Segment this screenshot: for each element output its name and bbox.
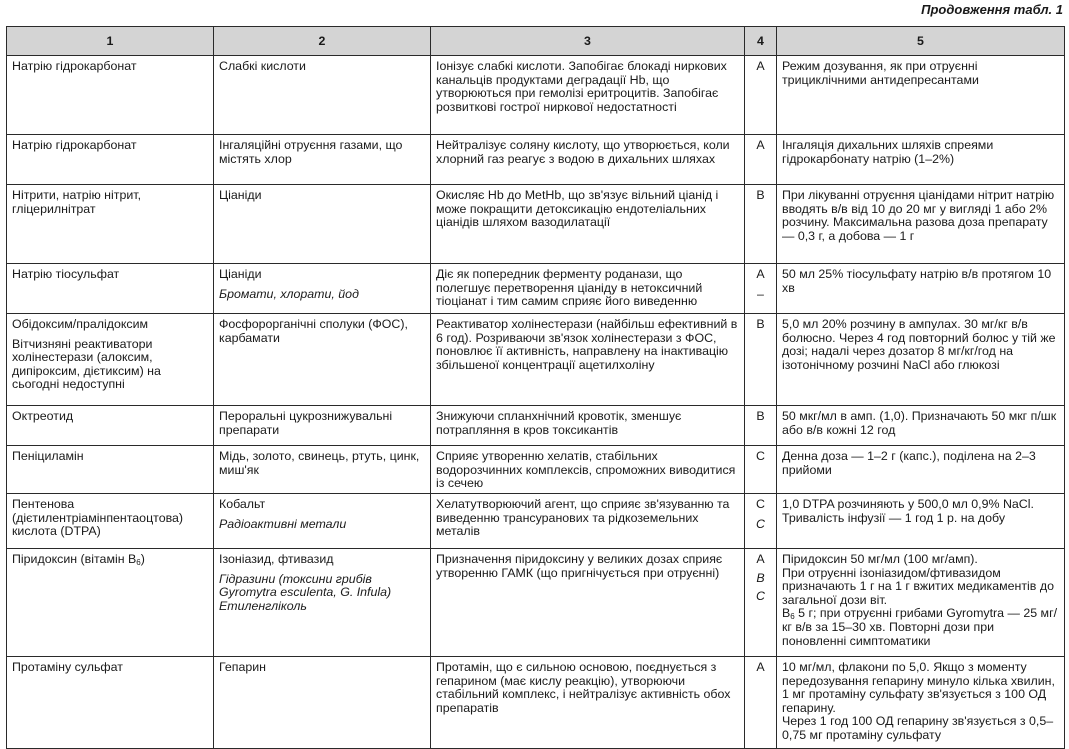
dosage-text: 5 г; при отруєнні грибами Gyromytra — 25 мг/кг в/в за 15–30 хв. Повторні дози при поновленні симптоматики [782, 606, 1058, 648]
antidote-cell: Протаміну сульфат [7, 657, 214, 749]
dosage-cell: 50 мл 25% тіосульфату натрію в/в протягом 10 хв [777, 264, 1065, 314]
antidote-cell [7, 549, 214, 657]
toxin-line: Ізоніазид, фтивазид [219, 552, 334, 566]
antidote-cell: Натрію гідрокарбонат [7, 56, 214, 135]
table-row [7, 185, 1065, 264]
dosage-line: Через 1 год 100 ОД гепарину зв'язується з 0,5–0,75 мг протаміну сульфату [782, 714, 1054, 742]
table-row [7, 549, 1065, 657]
evidence-cell [745, 494, 777, 549]
antidote-cell [7, 314, 214, 406]
toxin-cell [214, 264, 431, 314]
col-header-4: 4 [745, 27, 777, 56]
evidence-cell: B [745, 185, 777, 264]
mechanism-cell: Діє як попередник ферменту роданази, що полегшує перетворення ціаніду в нетоксичний тіоціанат і тим самим сприяє його виведенню [431, 264, 745, 314]
dosage-cell: Денна доза — 1–2 г (капс.), поділена на 2–3 прийоми [777, 446, 1065, 494]
toxin-line: Бромати, хлорати, йод [219, 286, 359, 301]
mechanism-cell: Призначення піридоксину у великих дозах сприяє утворенню ГАМК (що пригнічується при отруєнні) [431, 549, 745, 657]
table-row [7, 135, 1065, 185]
subscript: 6 [790, 612, 795, 622]
antidote-cell: Натрію гідрокарбонат [7, 135, 214, 185]
evidence-cell: A [745, 56, 777, 135]
col-header-2: 2 [214, 27, 431, 56]
evidence-line: – [757, 286, 764, 301]
table-row [7, 657, 1065, 749]
table-caption: Продовження табл. 1 [921, 2, 1063, 17]
evidence-line: C [756, 516, 765, 531]
col-header-1: 1 [7, 27, 214, 56]
col-header-5: 5 [777, 27, 1065, 56]
mechanism-cell: Протамін, що є сильною основою, поєднується з гепарином (має кислу реакцію), утворюючи стабільний комплекс, і нейтралізує активність обох препаратів [431, 657, 745, 749]
table-row [7, 494, 1065, 549]
toxin-line: Ціаніди [219, 267, 262, 281]
antidote-name-end: ) [140, 552, 145, 566]
dosage-line: Піридоксин 50 мг/мл (100 мг/амп). [782, 552, 978, 566]
antidote-name: Піридоксин (вітамін B [12, 552, 137, 566]
toxin-cell: Гепарин [214, 657, 431, 749]
dosage-cell: 1,0 DTPA розчиняють у 500,0 мл 0,9% NaCl. Тривалість інфузії — 1 год 1 р. на добу [777, 494, 1065, 549]
dosage-cell [777, 657, 1065, 749]
header-row [7, 27, 1065, 56]
dosage-cell: Режим дозування, як при отруєнні трициклічними антидепресантами [777, 56, 1065, 135]
antidote-note: Вітчизняні реактиватори холінестерази (алоксим, дипіроксим, дієтиксим) на сьогодні недоступні [12, 336, 161, 392]
mechanism-cell: Знижуючи спланхнічний кровотік, зменшує потрапляння в кров токсикантів [431, 406, 745, 446]
antidote-cell: Натрію тіосульфат [7, 264, 214, 314]
dosage-cell: 50 мкг/мл в амп. (1,0). Призначають 50 мкг п/шк або в/в кожні 12 год [777, 406, 1065, 446]
toxin-line: Етиленгліколь [219, 598, 307, 613]
subscript: 6 [136, 558, 141, 567]
toxin-line: Кобальт [219, 497, 266, 511]
toxin-line: Гідразини (токсини грибів Gyromytra esculenta, G. Infula) [219, 571, 392, 600]
mechanism-cell: Реактиватор холінестерази (найбільш ефективний в 6 год). Розриваючи зв'язок холінестерази з ФОС, поновлює її активність, направлену на інактивацію збільшеної концентрації ацетилхоліну [431, 314, 745, 406]
toxin-cell: Фосфорорганічні сполуки (ФОС), карбамати [214, 314, 431, 406]
dosage-cell: При лікуванні отруєння ціанідами нітрит натрію вводять в/в від 10 до 20 мг у вигляді 1 або 2% розчину. Максимальна разова доза препарату — 0,3 г, а добова — 1 г [777, 185, 1065, 264]
dosage-line: При отруєнні ізоніазидом/фтивазидом призначають 1 г на 1 г вжитих медикаментів до загальної дози віт. [782, 565, 1054, 607]
evidence-cell: A [745, 135, 777, 185]
antidote-cell: Пеніциламін [7, 446, 214, 494]
mechanism-cell: Хелатутворюючий агент, що сприяє зв'язуванню та виведенню трансуранових та рідкоземельних металів [431, 494, 745, 549]
evidence-cell: B [745, 314, 777, 406]
toxin-cell [214, 494, 431, 549]
table-row [7, 406, 1065, 446]
dosage-cell: Інгаляція дихальних шляхів спреями гідрокарбонату натрію (1–2%) [777, 135, 1065, 185]
evidence-cell: A [745, 657, 777, 749]
evidence-line: C [756, 497, 765, 511]
toxin-cell: Пероральні цукрознижувальні препарати [214, 406, 431, 446]
antidote-cell: Пентенова (дієтилентріамінпентаоцтова) кислота (DTPA) [7, 494, 214, 549]
mechanism-cell: Сприяє утворенню хелатів, стабільних водорозчинних комплексів, спроможних виводитися із сечею [431, 446, 745, 494]
antidote-table [6, 26, 1065, 749]
evidence-line: A [756, 267, 765, 281]
evidence-line: A [756, 552, 765, 566]
toxin-cell: Мідь, золото, свинець, ртуть, цинк, миш'як [214, 446, 431, 494]
table-row [7, 264, 1065, 314]
evidence-cell [745, 549, 777, 657]
dosage-cell [777, 549, 1065, 657]
antidote-line: Обідоксим/пралідоксим [12, 317, 149, 331]
dosage-line: 10 мг/мл, флакони по 5,0. Якщо з моменту передозування гепарину минуло кілька хвилин, 1 мг протаміну сульфату зв'язується з 100 ОД гепарину. [782, 660, 1055, 715]
mechanism-cell: Нейтралізує соляну кислоту, що утворюється, коли хлорний газ реагує з водою в дихальних шляхах [431, 135, 745, 185]
toxin-cell: Ціаніди [214, 185, 431, 264]
toxin-cell [214, 549, 431, 657]
toxin-cell: Інгаляційні отруєння газами, що містять хлор [214, 135, 431, 185]
toxin-cell: Слабкі кислоти [214, 56, 431, 135]
evidence-line: C [756, 589, 765, 604]
evidence-cell: B [745, 406, 777, 446]
evidence-cell [745, 264, 777, 314]
dosage-cell: 5,0 мл 20% розчину в ампулах. 30 мг/кг в/в болюсно. Через 4 год повторний болюс у тій же дозі; надалі через дозатор 8 мг/кг/год на ізотонічному розчині NaCl або глюкозі [777, 314, 1065, 406]
evidence-line: B [756, 570, 765, 585]
dosage-line [782, 607, 1059, 648]
dosage-vitamin: B [782, 606, 791, 621]
toxin-line: Радіоактивні метали [219, 516, 347, 531]
table-row [7, 314, 1065, 406]
table-row [7, 56, 1065, 135]
mechanism-cell: Окисляє Hb до MetHb, що зв'язує вільний ціанід і може покращити детоксикацію ендотеліальних ціанідів шляхом вазодилатації [431, 185, 745, 264]
table-row [7, 446, 1065, 494]
col-header-3: 3 [431, 27, 745, 56]
evidence-cell: C [745, 446, 777, 494]
antidote-cell: Октреотид [7, 406, 214, 446]
mechanism-cell: Іонізує слабкі кислоти. Запобігає блокаді ниркових канальців продуктами деградації Hb, що утворюються при гемолізі еритроцитів. Запобігає розвиткові гострої ниркової недостатності [431, 56, 745, 135]
antidote-cell: Нітрити, натрію нітрит, гліцерилнітрат [7, 185, 214, 264]
